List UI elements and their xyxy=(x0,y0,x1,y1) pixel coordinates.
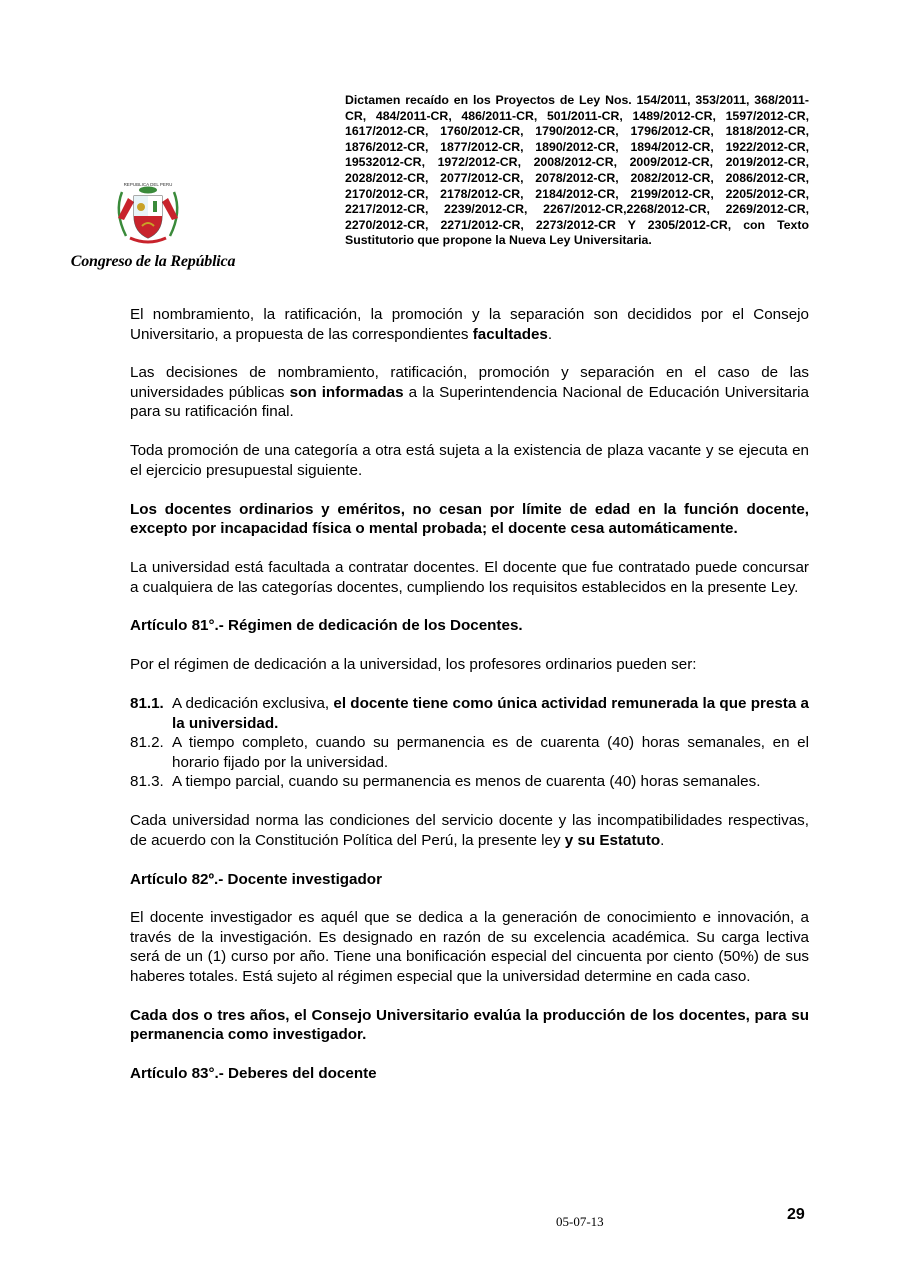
paragraph-dedication: Por el régimen de dedicación a la universidad, los profesores ordinarios pueden ser: xyxy=(130,656,697,674)
paragraph-appointment: El nombramiento, la ratificación, la promoción y la separación son decididos por el Consejo Universitario, a propuesta de las correspondientes facultades. xyxy=(130,306,809,343)
page-number: 29 xyxy=(787,1206,805,1223)
paragraph-promotion: Toda promoción de una categoría a otra está sujeta a la existencia de plaza vacante y se ejecuta en el ejercicio presupuestal siguiente. xyxy=(130,442,809,479)
article-82-heading: Artículo 82º.- Docente investigador xyxy=(130,870,382,888)
paragraph-contract: La universidad está facultada a contratar docentes. El docente que fue contratado puede concursar a cualquiera de las categorías docentes, cumpliendo los requisitos establecidos en la presente Ley. xyxy=(130,559,809,596)
congress-coat-of-arms-icon xyxy=(108,176,188,248)
paragraph-researcher: El docente investigador es aquél que se dedica a la generación de conocimiento e innovación, a través de la investigación. Es designado en razón de su excelencia académica. Su carga lectiva será de un (1) curso por año. Tiene una bonificación especial del cincuenta por ciento (50%) de sus haberes totales. Está sujeto al régimen especial que la universidad determine en cada caso. xyxy=(130,909,809,985)
seal-text: REPUBLICA DEL PERU xyxy=(123,182,173,187)
article-83-heading: Artículo 83°.- Deberes del docente xyxy=(130,1065,377,1083)
list-item-text: A tiempo parcial, cuando su permanencia es menos de cuarenta (40) horas semanales. xyxy=(172,773,761,791)
list-item-number: 81.2. xyxy=(130,734,164,752)
dedication-list xyxy=(130,694,809,792)
dictamen-header: Dictamen recaído en los Proyectos de Ley Nos. 154/2011, 353/2011, 368/2011-CR, 484/2011-CR, 486/2011-CR, 501/2011-CR, 1489/2012-CR, 1597/2012-CR, 1617/2012-CR, 1760/2012-CR, 1790/2012-CR, 1796/2012-CR, 1818/2012-CR, 1876/2012-CR, 1877/2012-CR, 1890/2012-CR, 1894/2012-CR, 1922/2012-CR, 19532012-CR, 1972/2012-CR, 2008/2012-CR, 2009/2012-CR, 2019/2012-CR, 2028/2012-CR, 2077/2012-CR, 2078/2012-CR, 2082/2012-CR, 2086/2012-CR, 2170/2012-CR, 2178/2012-CR, 2184/2012-CR, 2199/2012-CR, 2205/2012-CR, 2217/2012-CR, 2239/2012-CR, 2267/2012-CR,2268/2012-CR, 2269/2012-CR, 2270/2012-CR, 2271/2012-CR, 2273/2012-CR Y 2305/2012-CR, con Texto Sustitutorio que propone la Nueva Ley Universitaria. xyxy=(345,93,809,248)
paragraph-age-limit: Los docentes ordinarios y eméritos, no cesan por límite de edad en la función docente, excepto por incapacidad física o mental probada; el docente cesa automáticamente. xyxy=(130,500,809,538)
page-header xyxy=(0,0,906,280)
list-item xyxy=(130,733,809,772)
list-item-text: A dedicación exclusiva, el docente tiene como única actividad remunerada la que presta a la universidad. xyxy=(172,695,809,732)
paragraph-decisions: Las decisiones de nombramiento, ratificación, promoción y separación en el caso de las universidades públicas son informadas a la Superintendencia Nacional de Educación Universitaria para su ratificación final. xyxy=(130,364,809,421)
footer-date: 05-07-13 xyxy=(556,1214,604,1229)
list-item-number: 81.1. xyxy=(130,695,164,713)
list-item-text: A tiempo completo, cuando su permanencia es de cuarenta (40) horas semanales, en el horario fijado por la universidad. xyxy=(172,734,809,771)
paragraph-evaluation: Cada dos o tres años, el Consejo Universitario evalúa la producción de los docentes, para su permanencia como investigador. xyxy=(130,1006,809,1044)
list-item xyxy=(130,694,809,733)
article-81-heading: Artículo 81°.- Régimen de dedicación de los Docentes. xyxy=(130,617,523,635)
congress-name: Congreso de la República xyxy=(70,253,236,270)
paragraph-conditions: Cada universidad norma las condiciones del servicio docente y las incompatibilidades respectivas, de acuerdo con la Constitución Política del Perú, la presente ley y su Estatuto. xyxy=(130,812,809,849)
document-body xyxy=(130,305,809,1103)
list-item-number: 81.3. xyxy=(130,773,164,791)
list-item xyxy=(130,772,809,792)
